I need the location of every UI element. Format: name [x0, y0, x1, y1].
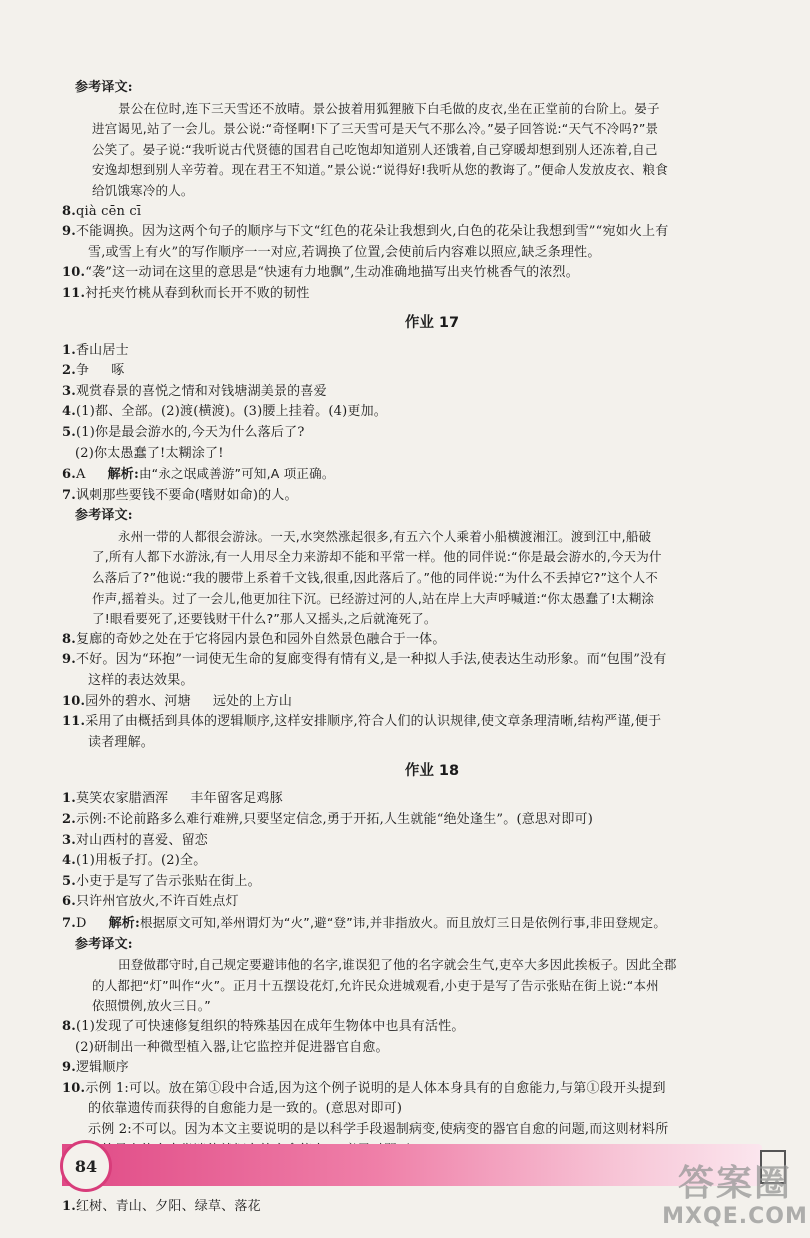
- answer-3: 3.观赏春景的喜悦之情和对钱塘湖美景的喜爱: [62, 383, 327, 399]
- answer-3: 3.对山西村的喜爱、留恋: [62, 832, 208, 848]
- translation-line: 作声,摇着头。过了一会儿,他更加往下沉。已经游过河的人,站在岸上大声呼喊道:“你太愚蠢了!太糊涂: [92, 590, 655, 606]
- section-title-18: 作业 18: [404, 763, 460, 780]
- translation-line: 永州一带的人都很会游泳。一天,水突然涨起很多,有五六个人乘着小船横渡湘江。渡到江中,船破: [118, 528, 652, 544]
- answer-10: 10.园外的碧水、河塘 远处的上方山: [62, 693, 293, 709]
- answer-4: 4.(1)用板子打。(2)全。: [62, 853, 207, 869]
- answer-7: 7.讽刺那些要钱不要命(嗜财如命)的人。: [62, 487, 298, 503]
- answer-10: 10.示例 1:可以。放在第①段中合适,因为这个例子说明的是人体本身具有的自愈能力,与第①段开头提到: [62, 1080, 666, 1096]
- answer-5: 5.(1)你是最会游水的,今天为什么落后了?: [62, 424, 305, 440]
- answer-8: 8.qià cēn cī: [62, 203, 142, 219]
- footer-band: [62, 1144, 762, 1186]
- answer-2: 2.争 啄: [62, 363, 125, 379]
- answer-5: 5.小吏于是写了告示张贴在街上。: [62, 873, 261, 889]
- translation-line: 依照惯例,放火三日。”: [92, 998, 211, 1014]
- section-title-17: 作业 17: [404, 314, 460, 331]
- answer-9-cont: 雪,或雪上有火”的写作顺序一一对应,若调换了位置,会使前后内容难以照应,缺乏条理性。: [88, 244, 601, 260]
- page-number: 84: [60, 1140, 112, 1192]
- answer-6: 6.A 解析:由“永之氓咸善游”可知,A 项正确。: [62, 466, 335, 483]
- answer-1: 1.香山居士: [62, 342, 129, 358]
- answer-9: 9.逻辑顺序: [62, 1060, 129, 1076]
- translation-label: 参考译文:: [75, 80, 133, 95]
- answer-content: [62, 78, 802, 1218]
- answer-11: 11.衬托夹竹桃从春到秋而长开不败的韧性: [62, 285, 310, 301]
- answer-9-cont: 这样的表达效果。: [88, 673, 194, 689]
- translation-line: 么落后了?”他说:“我的腰带上系着千文钱,很重,因此落后了。”他的同伴说:“为什么不丢掉它?”这个人不: [92, 570, 658, 586]
- translation-label: 参考译文:: [75, 508, 133, 524]
- answer-5-cont: (2)你太愚蠢了!太糊涂了!: [75, 445, 224, 461]
- answer-9: 9.不好。因为“环抱”一词使无生命的复廊变得有情有义,是一种拟人手法,使表达生动形象。而“包围”没有: [62, 652, 667, 668]
- translation-line: 了!眼看要死了,还要钱财干什么?”那人又摇头,之后就淹死了。: [92, 611, 437, 627]
- translation-line: 的人都把“灯”叫作“火”。正月十五摆设花灯,允许民众进城观看,小吏于是写了告示张贴在街上说:“本州: [92, 977, 659, 993]
- answer-8: 8.(1)发现了可快速修复组织的特殊基因在成年生物体中也具有活性。: [62, 1018, 465, 1034]
- answer-1: 1.红树、青山、夕阳、绿草、落花: [62, 1199, 261, 1215]
- answer-7: 7.D 解析:根据原文可知,举州谓灯为“火”,避“登”讳,并非指放火。而且放灯三日是依例行事,非田登规定。: [62, 914, 667, 931]
- answer-10-cont: 的依靠遗传而获得的自愈能力是一致的。(意思对即可): [88, 1101, 403, 1117]
- answer-10: 10.“袭”这一动词在这里的意思是“快速有力地飘”,生动准确地描写出夹竹桃香气的浓烈。: [62, 265, 579, 281]
- answer-10-example-2: 示例 2:不可以。因为本文主要说明的是以科学手段遏制病变,使病变的器官自愈的问题,而这则材料所: [88, 1121, 669, 1137]
- answer-2: 2.示例:不论前路多么难行难辨,只要坚定信念,勇于开拓,人生就能“绝处逢生”。(意思对即可): [62, 812, 593, 827]
- answer-6: 6.只许州官放火,不许百姓点灯: [62, 894, 239, 910]
- translation-line: 了,所有人都下水游泳,有一人用尽全力来游却不能和平常一样。他的同伴说:“你是最会游水的,今天为什: [92, 549, 662, 565]
- translation-line: 安逸却想到别人辛劳着。现在君王不知道。”景公说:“说得好!我听从您的教诲了。”便命人发放皮衣、粮食: [92, 162, 668, 178]
- answer-9: 9.不能调换。因为这两个句子的顺序与下文“红色的花朵让我想到火,白色的花朵让我想到雪”“宛如火上有: [62, 224, 669, 240]
- answer-11-cont: 读者理解。: [88, 734, 155, 750]
- translation-line: 田登做郡守时,自己规定要避讳他的名字,谁误犯了他的名字就会生气,吏卒大多因此挨板子。因此全郡: [118, 957, 677, 973]
- answer-8-cont: (2)研制出一种微型植入器,让它监控并促进器官自愈。: [75, 1039, 389, 1055]
- answer-1: 1.莫笑农家腊酒浑 丰年留客足鸡豚: [62, 791, 283, 807]
- answer-4: 4.(1)都、全部。(2)渡(横渡)。(3)腰上挂着。(4)更加。: [62, 404, 387, 420]
- watermark-logo: 答案圈 MXQE.COM: [662, 1163, 808, 1229]
- translation-line: 进宫谒见,站了一会儿。景公说:“奇怪啊!下了三天雪可是天气不那么冷。”晏子回答说:“天气不冷吗?”景: [92, 121, 659, 137]
- translation-line: 景公在位时,连下三天雪还不放晴。景公披着用狐狸腋下白毛做的皮衣,坐在正堂前的台阶上。晏子: [118, 100, 660, 116]
- translation-label: 参考译文:: [75, 936, 133, 952]
- answer-11: 11.采用了由概括到具体的逻辑顺序,这样安排顺序,符合人们的认识规律,使文章条理清晰,结构严谨,便于: [62, 714, 662, 730]
- translation-line: 公笑了。晏子说:“我听说古代贤德的国君自己吃饱却知道别人还饿着,自己穿暖却想到别人还冻着,自己: [92, 141, 658, 157]
- answer-8: 8.复廊的奇妙之处在于它将园内景色和园外自然景色融合于一体。: [62, 631, 446, 647]
- translation-line: 给饥饿寒冷的人。: [92, 182, 194, 198]
